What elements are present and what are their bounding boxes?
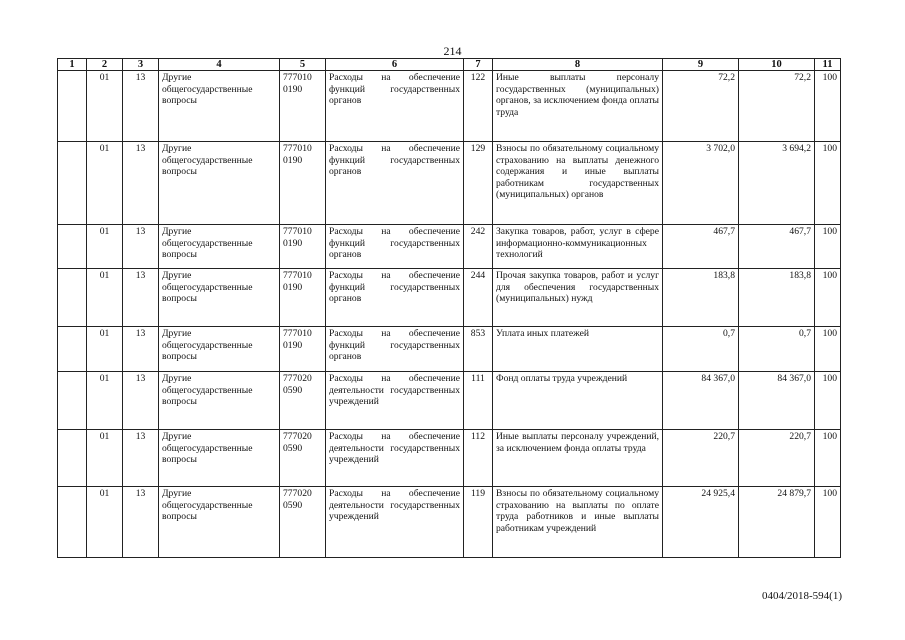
cell-c1 (58, 487, 87, 558)
cell-expense-type: 112 (464, 430, 493, 487)
cell-c1 (58, 71, 87, 142)
cell-executed: 3 694,2 (739, 142, 815, 225)
cell-section: 01 (87, 225, 123, 269)
cell-section-name: Другие общегосударственные вопросы (159, 372, 280, 430)
cell-executed: 220,7 (739, 430, 815, 487)
cell-executed: 84 367,0 (739, 372, 815, 430)
cell-expense-name: Взносы по обязательному социальному страхованию на выплаты по оплате труда работников и иные выплаты работникам учреждений (493, 487, 663, 558)
cell-expense-name: Фонд оплаты труда учреждений (493, 372, 663, 430)
document-code: 0404/2018-594(1) (761, 590, 842, 602)
cell-article-name: Расходы на обеспечение функций государственных органов (326, 142, 464, 225)
cell-expense-name: Прочая закупка товаров, работ и услуг для обеспечения государственных (муниципальных) нужд (493, 269, 663, 327)
cell-section-name: Другие общегосударственные вопросы (159, 142, 280, 225)
budget-table (57, 58, 841, 558)
cell-planned: 84 367,0 (663, 372, 739, 430)
cell-target-article: 777010 0190 (280, 71, 326, 142)
table-row (58, 71, 841, 142)
cell-section-name: Другие общегосударственные вопросы (159, 225, 280, 269)
cell-planned: 24 925,4 (663, 487, 739, 558)
cell-percent: 100 (815, 269, 841, 327)
cell-article-name: Расходы на обеспечение деятельности государственных учреждений (326, 487, 464, 558)
cell-c1 (58, 430, 87, 487)
cell-planned: 183,8 (663, 269, 739, 327)
cell-expense-name: Иные выплаты персоналу государственных (муниципальных) органов, за исключением фонда оплаты труда (493, 71, 663, 142)
table-row (58, 269, 841, 327)
cell-subsection: 13 (123, 225, 159, 269)
header-row (58, 59, 841, 71)
cell-target-article: 777010 0190 (280, 142, 326, 225)
cell-target-article: 777020 0590 (280, 430, 326, 487)
cell-section-name: Другие общегосударственные вопросы (159, 269, 280, 327)
cell-expense-type: 111 (464, 372, 493, 430)
cell-planned: 0,7 (663, 327, 739, 372)
cell-subsection: 13 (123, 142, 159, 225)
header-cell: 7 (464, 59, 493, 71)
cell-section-name: Другие общегосударственные вопросы (159, 487, 280, 558)
cell-article-name: Расходы на обеспечение функций государственных органов (326, 327, 464, 372)
cell-percent: 100 (815, 430, 841, 487)
cell-expense-type: 122 (464, 71, 493, 142)
cell-c1 (58, 225, 87, 269)
cell-section: 01 (87, 487, 123, 558)
cell-expense-name: Взносы по обязательному социальному страхованию на выплаты денежного содержания и иные выплаты работникам государственных (муниципальных) органов (493, 142, 663, 225)
cell-target-article: 777010 0190 (280, 225, 326, 269)
cell-section-name: Другие общегосударственные вопросы (159, 327, 280, 372)
cell-expense-type: 244 (464, 269, 493, 327)
cell-planned: 220,7 (663, 430, 739, 487)
cell-executed: 0,7 (739, 327, 815, 372)
cell-article-name: Расходы на обеспечение функций государственных органов (326, 71, 464, 142)
cell-target-article: 777020 0590 (280, 487, 326, 558)
cell-subsection: 13 (123, 269, 159, 327)
cell-c1 (58, 269, 87, 327)
cell-executed: 24 879,7 (739, 487, 815, 558)
cell-article-name: Расходы на обеспечение функций государственных органов (326, 269, 464, 327)
header-cell: 9 (663, 59, 739, 71)
cell-expense-name: Уплата иных платежей (493, 327, 663, 372)
table-row (58, 327, 841, 372)
header-cell: 4 (159, 59, 280, 71)
cell-article-name: Расходы на обеспечение функций государственных органов (326, 225, 464, 269)
cell-percent: 100 (815, 327, 841, 372)
cell-expense-type: 119 (464, 487, 493, 558)
cell-planned: 72,2 (663, 71, 739, 142)
cell-executed: 72,2 (739, 71, 815, 142)
cell-subsection: 13 (123, 487, 159, 558)
table-row (58, 372, 841, 430)
cell-percent: 100 (815, 372, 841, 430)
header-cell: 10 (739, 59, 815, 71)
cell-section: 01 (87, 269, 123, 327)
header-cell: 5 (280, 59, 326, 71)
cell-subsection: 13 (123, 372, 159, 430)
cell-subsection: 13 (123, 430, 159, 487)
cell-section: 01 (87, 430, 123, 487)
cell-expense-type: 242 (464, 225, 493, 269)
cell-planned: 467,7 (663, 225, 739, 269)
cell-percent: 100 (815, 71, 841, 142)
cell-target-article: 777010 0190 (280, 327, 326, 372)
cell-section: 01 (87, 372, 123, 430)
header-cell: 3 (123, 59, 159, 71)
cell-planned: 3 702,0 (663, 142, 739, 225)
cell-subsection: 13 (123, 327, 159, 372)
cell-percent: 100 (815, 142, 841, 225)
cell-target-article: 777020 0590 (280, 372, 326, 430)
cell-section: 01 (87, 327, 123, 372)
table-row (58, 225, 841, 269)
cell-percent: 100 (815, 225, 841, 269)
header-cell: 6 (326, 59, 464, 71)
cell-percent: 100 (815, 487, 841, 558)
header-cell: 1 (58, 59, 87, 71)
cell-expense-name: Закупка товаров, работ, услуг в сфере информационно-коммуникационных технологий (493, 225, 663, 269)
header-cell: 8 (493, 59, 663, 71)
cell-c1 (58, 142, 87, 225)
cell-executed: 467,7 (739, 225, 815, 269)
table-row (58, 487, 841, 558)
cell-c1 (58, 327, 87, 372)
cell-section: 01 (87, 71, 123, 142)
cell-section-name: Другие общегосударственные вопросы (159, 71, 280, 142)
cell-section: 01 (87, 142, 123, 225)
table-row (58, 142, 841, 225)
cell-expense-type: 129 (464, 142, 493, 225)
cell-article-name: Расходы на обеспечение деятельности государственных учреждений (326, 372, 464, 430)
cell-target-article: 777010 0190 (280, 269, 326, 327)
cell-expense-name: Иные выплаты персоналу учреждений, за исключением фонда оплаты труда (493, 430, 663, 487)
header-cell: 2 (87, 59, 123, 71)
cell-c1 (58, 372, 87, 430)
cell-section-name: Другие общегосударственные вопросы (159, 430, 280, 487)
cell-expense-type: 853 (464, 327, 493, 372)
cell-subsection: 13 (123, 71, 159, 142)
cell-executed: 183,8 (739, 269, 815, 327)
header-cell: 11 (815, 59, 841, 71)
table-row (58, 430, 841, 487)
cell-article-name: Расходы на обеспечение деятельности государственных учреждений (326, 430, 464, 487)
page-number: 214 (443, 44, 462, 58)
